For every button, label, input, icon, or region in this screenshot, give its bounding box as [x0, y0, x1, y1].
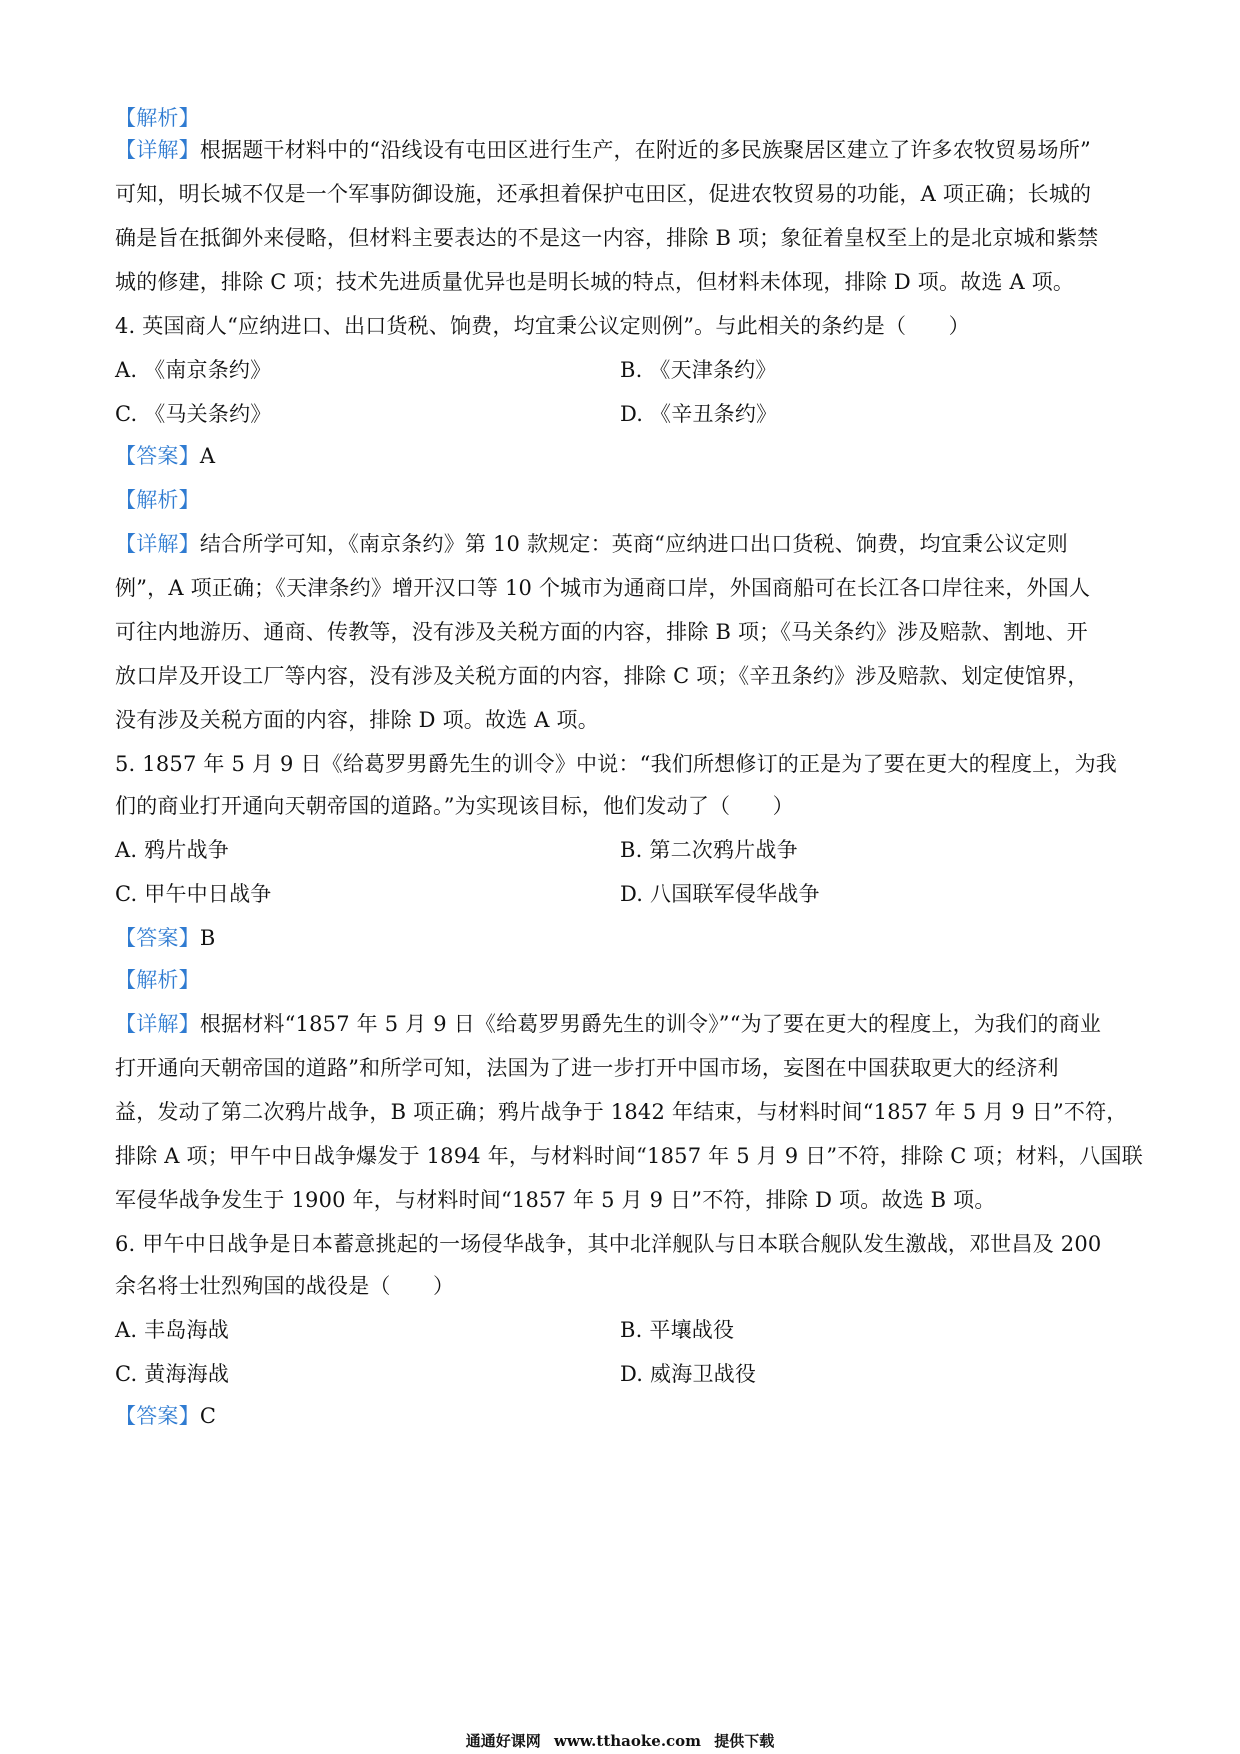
answer-line: 【答案】C [115, 1404, 217, 1428]
footer-download-text: 提供下载 [714, 1732, 775, 1750]
option-q4-b: B. 《天津条约》 [620, 358, 777, 382]
text-line: 益，发动了第二次鸦片战争，B 项正确；鸦片战争于 1842 年结束，与材料时间“1857 年 5 月 9 日”不符， [115, 1100, 1128, 1124]
question-4-stem: 4. 英国商人“应纳进口、出口货税、饷费，均宜秉公议定则例”。与此相关的条约是（ ） [115, 314, 970, 338]
text-line: 可往内地游历、通商、传教等，没有涉及关税方面的内容，排除 B 项；《马关条约》涉及赔款、割地、开 [115, 620, 1088, 644]
option-q5-b: B. 第二次鸦片战争 [620, 838, 798, 862]
option-q4-a: A. 《南京条约》 [115, 358, 272, 382]
section-tag: 【解析】 [115, 488, 200, 512]
section-tag: 【答案】 [115, 926, 200, 950]
option-q5-a: A. 鸦片战争 [115, 838, 229, 862]
text-line: 军侵华战争发生于 1900 年，与材料时间“1857 年 5 月 9 日”不符，排除 D 项。故选 B 项。 [115, 1188, 996, 1212]
option-q4-c: C. 《马关条约》 [115, 402, 272, 426]
analysis-heading [115, 486, 200, 514]
text-line: 城的修建，排除 C 项；技术先进质量优异也是明长城的特点，但材料未体现，排除 D 项。故选 A 项。 [115, 270, 1075, 294]
option-q6-c: C. 黄海海战 [115, 1362, 230, 1386]
option-q5-d: D. 八国联军侵华战争 [620, 882, 820, 906]
text-line: 可知，明长城不仅是一个军事防御设施，还承担着保护屯田区，促进农牧贸易的功能，A 项正确；长城的 [115, 182, 1092, 206]
text-line: 没有涉及关税方面的内容，排除 D 项。故选 A 项。 [115, 708, 599, 732]
section-tag: 【答案】 [115, 1404, 200, 1428]
section-tag: 【详解】 [115, 1012, 200, 1036]
question-5-stem-cont: 们的商业打开通向天朝帝国的道路。”为实现该目标，他们发动了（ ） [115, 794, 794, 818]
question-5-stem: 5. 1857 年 5 月 9 日《给葛罗男爵先生的训令》中说：“我们所想修订的正是为了要在更大的程度上，为我 [115, 752, 1117, 776]
option-q6-b: B. 平壤战役 [620, 1318, 735, 1342]
footer-url[interactable]: www.tthaoke.com [553, 1732, 702, 1750]
analysis-heading [115, 966, 200, 994]
option-q5-c: C. 甲午中日战争 [115, 882, 272, 906]
footer-site-name: 通通好课网 [465, 1732, 541, 1750]
text-line: 【详解】根据题干材料中的“沿线设有屯田区进行生产，在附近的多民族聚居区建立了许多农牧贸易场所” [115, 138, 1091, 162]
text-line: 【详解】结合所学可知，《南京条约》第 10 款规定：英商“应纳进口出口货税、饷费，均宜秉公议定则 [115, 532, 1068, 556]
question-6-stem-cont: 余名将士壮烈殉国的战役是（ ） [115, 1274, 455, 1298]
analysis-heading [115, 104, 200, 132]
option-q6-a: A. 丰岛海战 [115, 1318, 229, 1342]
text-line: 排除 A 项；甲午中日战争爆发于 1894 年，与材料时间“1857 年 5 月 9 日”不符，排除 C 项；材料，八国联 [115, 1144, 1143, 1168]
text-line: 放口岸及开设工厂等内容，没有涉及关税方面的内容，排除 C 项；《辛丑条约》涉及赔款、划定使馆界， [115, 664, 1089, 688]
text-line: 打开通向天朝帝国的道路”和所学可知，法国为了进一步打开中国市场，妄图在中国获取更大的经济利 [115, 1056, 1059, 1080]
option-q4-d: D. 《辛丑条约》 [620, 402, 778, 426]
section-tag: 【解析】 [115, 106, 200, 130]
answer-line: 【答案】B [115, 926, 216, 950]
text-line: 例”，A 项正确；《天津条约》增开汉口等 10 个城市为通商口岸，外国商船可在长江各口岸往来，外国人 [115, 576, 1091, 600]
answer-line: 【答案】A [115, 444, 216, 468]
section-tag: 【答案】 [115, 444, 200, 468]
section-tag: 【解析】 [115, 968, 200, 992]
text-line: 【详解】根据材料“1857 年 5 月 9 日《给葛罗男爵先生的训令》”“为了要在更大的程度上，为我们的商业 [115, 1012, 1102, 1036]
page-footer [0, 1732, 1240, 1750]
option-q6-d: D. 威海卫战役 [620, 1362, 757, 1386]
section-tag: 【详解】 [115, 532, 200, 556]
section-tag: 【详解】 [115, 138, 200, 162]
text-line: 确是旨在抵御外来侵略，但材料主要表达的不是这一内容，排除 B 项；象征着皇权至上的是北京城和紫禁 [115, 226, 1099, 250]
question-6-stem: 6. 甲午中日战争是日本蓄意挑起的一场侵华战争，其中北洋舰队与日本联合舰队发生激战，邓世昌及 200 [115, 1232, 1102, 1256]
